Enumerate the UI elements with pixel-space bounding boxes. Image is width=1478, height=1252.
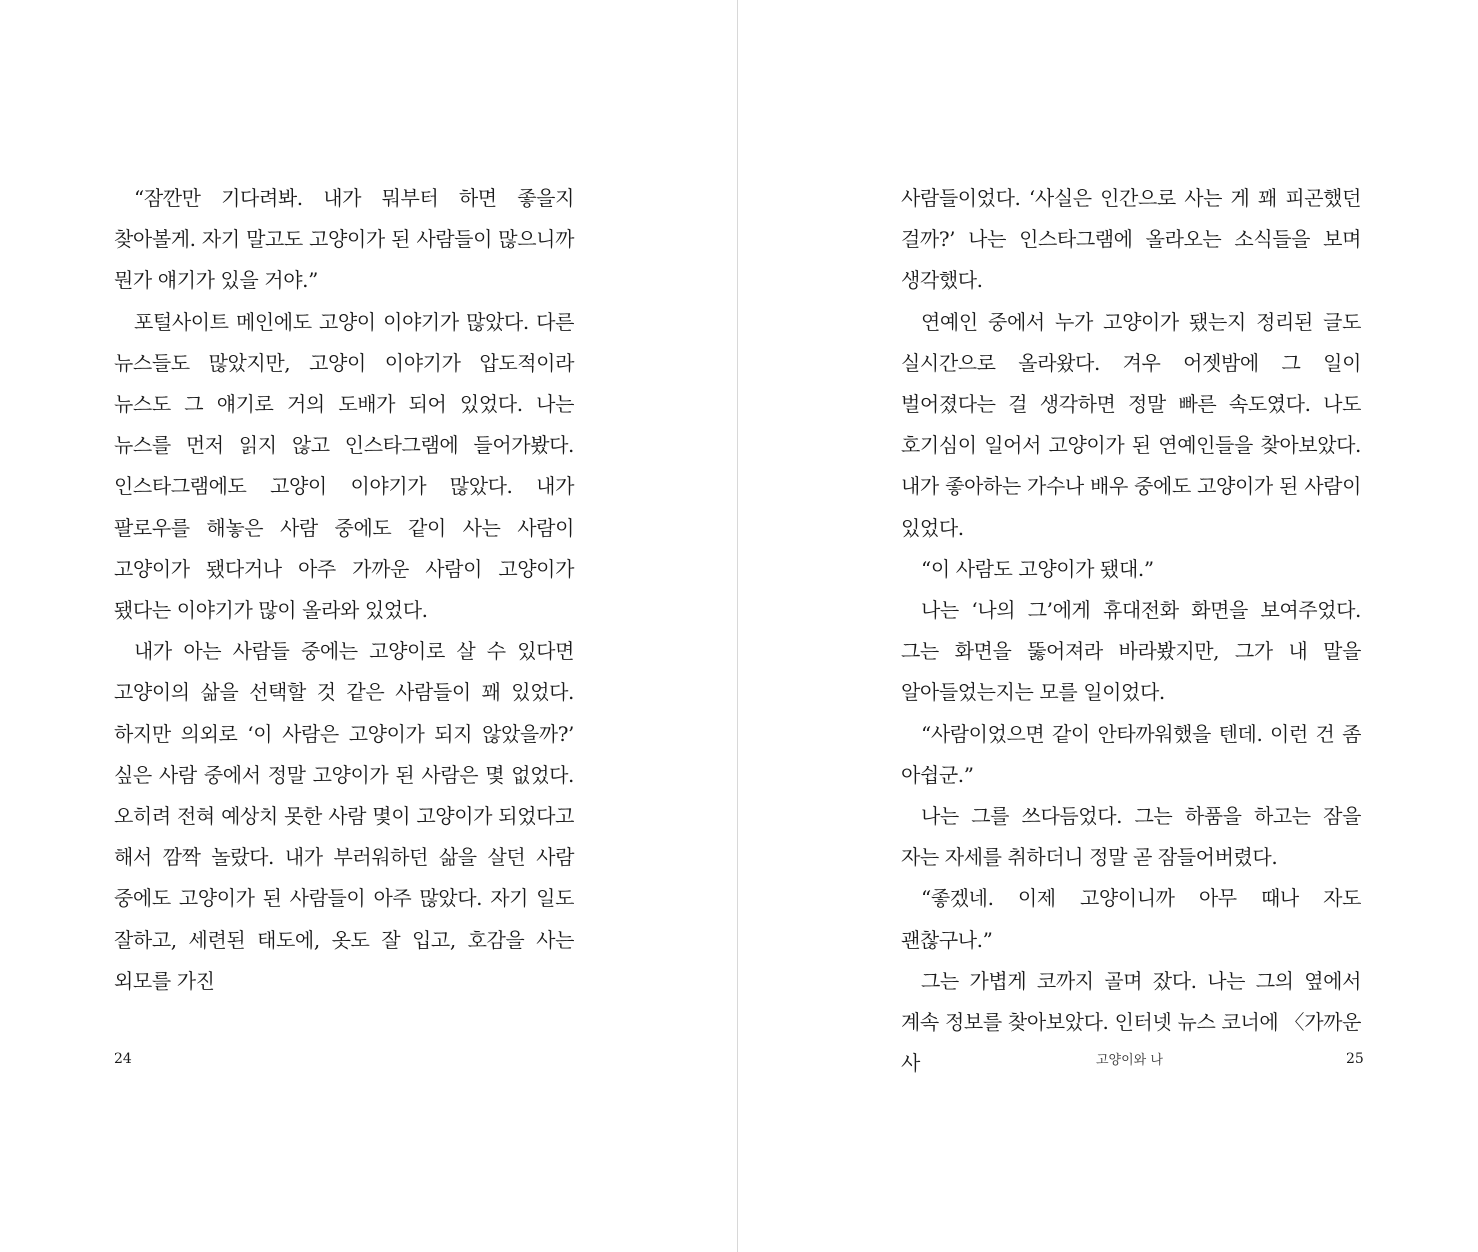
paragraph: 나는 그를 쓰다듬었다. 그는 하품을 하고는 잠을 자는 자세를 취하더니 정말 곧 잠들어버렸다. [901, 804, 1361, 870]
page-number-left: 24 [114, 1051, 132, 1067]
paragraph: “좋겠네. 이제 고양이니까 아무 때나 자도 괜찮구나.” [901, 886, 1361, 952]
paragraph: 포털사이트 메인에도 고양이 이야기가 많았다. 다른 뉴스들도 많았지만, 고양이 이야기가 압도적이라 뉴스도 그 얘기로 거의 도배가 되어 있었다. 나는 뉴스를 먼저 읽지 않고 인스타그램에 들어가봤다. 인스타그램에도 고양이 이야기가 많았다. 내가 팔로우를 해놓은 사람 중에도 같이 사는 사람이 고양이가 됐다거나 아주 가까운 사람이 고양이가 됐다는 이야기가 많이 올라와 있었다. [114, 309, 574, 623]
left-page-body [114, 178, 574, 1002]
paragraph: 그는 가볍게 코까지 골며 잤다. 나는 그의 옆에서 계속 정보를 찾아보았다. 인터넷 뉴스 코너에 〈가까운 사 [901, 968, 1361, 1076]
right-page [738, 0, 1478, 1252]
paragraph: 사람들이었다. ‘사실은 인간으로 사는 게 꽤 피곤했던 걸까?’ 나는 인스타그램에 올라오는 소식들을 보며 생각했다. [901, 186, 1361, 293]
paragraph: 내가 아는 사람들 중에는 고양이로 살 수 있다면 고양이의 삶을 선택할 것 같은 사람들이 꽤 있었다. 하지만 의외로 ‘이 사람은 고양이가 되지 않았을까?’ 싶은 사람 중에서 정말 고양이가 된 사람은 몇 없었다. 오히려 전혀 예상치 못한 사람 몇이 고양이가 되었다고 해서 깜짝 놀랐다. 내가 부러워하던 삶을 살던 사람 중에도 고양이가 된 사람들이 아주 많았다. 자기 일도 잘하고, 세련된 태도에, 옷도 잘 입고, 호감을 사는 외모를 가진 [114, 639, 574, 993]
page-number-right: 25 [1346, 1051, 1364, 1067]
running-head: 고양이와 나 [1096, 1053, 1163, 1068]
paragraph: “사람이었으면 같이 안타까워했을 텐데. 이런 건 좀 아쉽군.” [901, 721, 1361, 787]
paragraph: “이 사람도 고양이가 됐대.” [921, 556, 1154, 581]
left-page [0, 0, 737, 1252]
paragraph: “잠깐만 기다려봐. 내가 뭐부터 하면 좋을지 찾아볼게. 자기 말고도 고양이가 된 사람들이 많으니까 뭔가 얘기가 있을 거야.” [114, 186, 574, 293]
paragraph: 나는 ‘나의 그’에게 휴대전화 화면을 보여주었다. 그는 화면을 뚫어져라 바라봤지만, 그가 내 말을 알아들었는지는 모를 일이었다. [901, 598, 1361, 705]
right-page-body [901, 178, 1361, 1084]
paragraph: 연예인 중에서 누가 고양이가 됐는지 정리된 글도 실시간으로 올라왔다. 겨우 어젯밤에 그 일이 벌어졌다는 걸 생각하면 정말 빠른 속도였다. 나도 호기심이 일어서 고양이가 된 연예인들을 찾아보았다. 내가 좋아하는 가수나 배우 중에도 고양이가 된 사람이 있었다. [901, 309, 1361, 540]
